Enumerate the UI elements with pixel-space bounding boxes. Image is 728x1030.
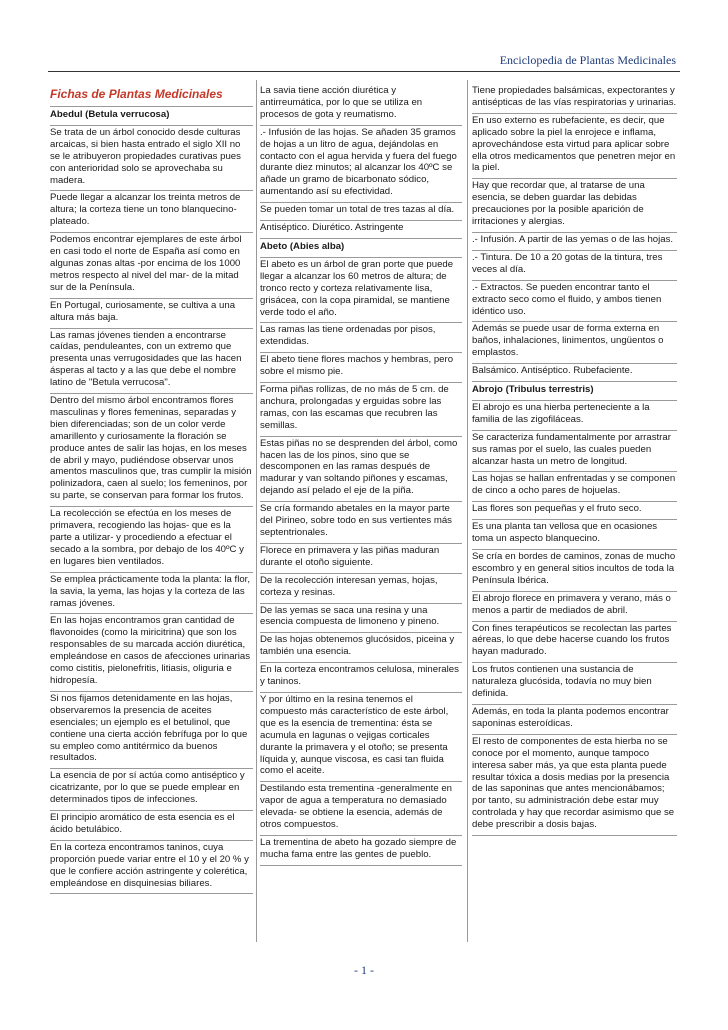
header-divider (48, 71, 680, 72)
paragraph: Con fines terapéuticos se recolectan las partes aéreas, lo que debe hacerse cuando los frutos hayan madurado. (472, 622, 677, 664)
paragraph: En la corteza encontramos taninos, cuya proporción puede variar entre el 10 y el 20 % y que le confiere acción astringente y colerética, empleándose en disquinesias biliares. (50, 841, 253, 895)
paragraph: Destilando esta trementina -generalmente en vapor de agua a temperatura no demasiado elevada- se obtiene la esencia, además de otros compuestos. (260, 782, 462, 836)
column-divider (467, 80, 468, 942)
paragraph: Hay que recordar que, al tratarse de una esencia, se deben guardar las debidas precauciones por la posible aparición de irritaciones y alergias. (472, 179, 677, 233)
paragraph: Las ramas jóvenes tienden a encontrarse caídas, penduleantes, con un extremo que presenta unas verrugosidades que las hacen ásperas al tacto y a las que debe el nombre latino de "Betula verrucosa". (50, 329, 253, 395)
section-heading: Abedul (Betula verrucosa) (50, 107, 253, 126)
paragraph: Se pueden tomar un total de tres tazas al día. (260, 203, 462, 221)
paragraph: El resto de componentes de esta hierba no se conoce por el momento, aunque tampoco interesa saber más, ya que esta planta puede resultar tóxica a dosis medias por la presencia de las saponinas que antes mencionábamos; por tanto, su administración debe estar muy controlada y hay que recordar asimismo que se debe prescribir a dosis bajas. (472, 735, 677, 836)
paragraph: Puede llegar a alcanzar los treinta metros de altura; la corteza tiene un tono blanquecino-plateado. (50, 191, 253, 233)
paragraph: El abrojo es una hierba perteneciente a la familia de las zigofiláceas. (472, 401, 677, 431)
paragraph: En Portugal, curiosamente, se cultiva a una altura más baja. (50, 299, 253, 329)
paragraph: Las flores son pequeñas y el fruto seco. (472, 502, 677, 520)
paragraph: .- Infusión de las hojas. Se añaden 35 gramos de hojas a un litro de agua, dejándolas en contacto con el agua hervida y fuera del fuego durante diez minutos; al alcanzar los 40ºC se añade un gramo de bicarbonato sódico, aumentando así su efectividad. (260, 126, 462, 203)
section-heading: Abeto (Abies alba) (260, 239, 462, 258)
paragraph: La trementina de abeto ha gozado siempre de mucha fama entre las gentes de pueblo. (260, 836, 462, 866)
column-divider (256, 80, 257, 942)
paragraph: La recolección se efectúa en los meses de primavera, recogiendo las hojas- que es la parte a utilizar- y procediendo a efectuar el secado a la sombra, por debajo de los 40ºC y en lugares bien ventilados. (50, 507, 253, 573)
paragraph: Florece en primavera y las piñas maduran durante el otoño siguiente. (260, 544, 462, 574)
paragraph: Además, en toda la planta podemos encontrar saponinas esteroídicas. (472, 705, 677, 735)
paragraph: En uso externo es rubefaciente, es decir, que aplicado sobre la piel la enrojece e inflama, aprovechándose esta virtud para aplicar sobre ella otros medicamentos que penetren mejor en la piel. (472, 114, 677, 180)
paragraph: Forma piñas rollizas, de no más de 5 cm. de anchura, prolongadas y erguidas sobre las ramas, con las escamas que recubren las semillas. (260, 383, 462, 437)
paragraph: Además se puede usar de forma externa en baños, inhalaciones, linimentos, ungüentos o emplastos. (472, 322, 677, 364)
paragraph: Y por último en la resina tenemos el compuesto más característico de este árbol, que es la esencia de trementina: ésta se acumula en lagunas o vejigas corticales durante la primavera y el otoño; se presenta líquida y, aunque viscosa, es casi tan fluida como el aceite. (260, 693, 462, 782)
paragraph: De las hojas obtenemos glucósidos, piceina y también una esencia. (260, 633, 462, 663)
paragraph: El abeto es un árbol de gran porte que puede llegar a alcanzar los 60 metros de altura; de tronco recto y corteza relativamente lisa, grisácea, con la copa piramidal, se mantiene verde todo el año. (260, 258, 462, 324)
paragraph: La esencia de por sí actúa como antiséptico y cicatrizante, por lo que se puede emplear en determinados tipos de infecciones. (50, 769, 253, 811)
paragraph: Balsámico. Antiséptico. Rubefaciente. (472, 364, 677, 382)
document-title: Fichas de Plantas Medicinales (50, 84, 253, 107)
paragraph: Es una planta tan vellosa que en ocasiones toma un aspecto blanquecino. (472, 520, 677, 550)
paragraph: Dentro del mismo árbol encontramos flores masculinas y flores femeninas, separadas y bien diferenciadas; son de un color verde amarillento y curiosamente la floración se produce antes de salir las hojas, en los meses de abril y mayo, pudiéndose observar unos amentos masculinos que, tras cumplir la misión polinizadora, caen al suelo; los femeninos, por su parte, se conservan para formar los frutos. (50, 394, 253, 507)
paragraph: De la recolección interesan yemas, hojas, corteza y resinas. (260, 574, 462, 604)
paragraph: La savia tiene acción diurética y antirreumática, por lo que se utiliza en procesos de gota y reumatismo. (260, 84, 462, 126)
paragraph: El abeto tiene flores machos y hembras, pero sobre el mismo pie. (260, 353, 462, 383)
paragraph: Las hojas se hallan enfrentadas y se componen de cinco a ocho pares de hojuelas. (472, 472, 677, 502)
column-2 (260, 84, 462, 866)
paragraph: Los frutos contienen una sustancia de naturaleza glucósida, todavía no muy bien definida. (472, 663, 677, 705)
paragraph: Se trata de un árbol conocido desde culturas arcaicas, si bien hasta entrado el siglo XII no se le atribuyeron propiedades curativas pues con anterioridad solo se aprovechaba su madera. (50, 126, 253, 192)
paragraph: Antiséptico. Diurético. Astringente (260, 221, 462, 239)
page-number: - 1 - (354, 963, 374, 977)
paragraph: .- Infusión. A partir de las yemas o de las hojas. (472, 233, 677, 251)
paragraph: Estas piñas no se desprenden del árbol, como hacen las de los pinos, sino que se descomponen en las ramas después de madurar y van soltando piñones y escamas, dejando así pelado el eje de la piña. (260, 437, 462, 503)
paragraph: Tiene propiedades balsámicas, expectorantes y antisépticas de las vías respiratorias y urinarias. (472, 84, 677, 114)
paragraph: De las yemas se saca una resina y una esencia compuesta de limoneno y pineno. (260, 604, 462, 634)
paragraph: El abrojo florece en primavera y verano, más o menos a partir de mediados de abril. (472, 592, 677, 622)
header-title: Enciclopedia de Plantas Medicinales (499, 53, 676, 67)
paragraph: El principio aromático de esta esencia es el ácido betulábico. (50, 811, 253, 841)
paragraph: Se emplea prácticamente toda la planta: la flor, la savia, la yema, las hojas y la corteza de las ramas jóvenes. (50, 573, 253, 615)
column-3 (472, 84, 677, 836)
paragraph: Las ramas las tiene ordenadas por pisos, extendidas. (260, 323, 462, 353)
paragraph: Se caracteriza fundamentalmente por arrastrar sus ramas por el suelo, las cuales pueden alcanzar hasta un metro de longitud. (472, 431, 677, 473)
paragraph: Se cría formando abetales en la mayor parte del Pirineo, sobre todo en sus vertientes más septentrionales. (260, 502, 462, 544)
column-1 (50, 84, 253, 894)
paragraph: En las hojas encontramos gran cantidad de flavonoides (como la miricitrina) que son los responsables de su marcada acción diurética, empleándose en casos de afecciones urinarias como cistitis, pielonefritis, litiasis, oliguria e hidropesía. (50, 614, 253, 691)
section-heading: Abrojo (Tribulus terrestris) (472, 382, 677, 401)
paragraph: .- Extractos. Se pueden encontrar tanto el extracto seco como el fluido, y ambos tienen idéntico uso. (472, 281, 677, 323)
paragraph: .- Tintura. De 10 a 20 gotas de la tintura, tres veces al día. (472, 251, 677, 281)
paragraph: Se cría en bordes de caminos, zonas de mucho escombro y en general sitios incultos de toda la Península Ibérica. (472, 550, 677, 592)
paragraph: Podemos encontrar ejemplares de este árbol en casi todo el norte de España así como en algunas zonas altas -por encima de los 1000 metros respecto al nivel del mar- de la mitad sur de la Península. (50, 233, 253, 299)
paragraph: Si nos fijamos detenidamente en las hojas, observaremos la presencia de aceites esenciales; un ejemplo es el betulinol, que contiene una cierta acción febrífuga por lo que su empleo como antitérmico da buenos resultados. (50, 692, 253, 769)
paragraph: En la corteza encontramos celulosa, minerales y taninos. (260, 663, 462, 693)
